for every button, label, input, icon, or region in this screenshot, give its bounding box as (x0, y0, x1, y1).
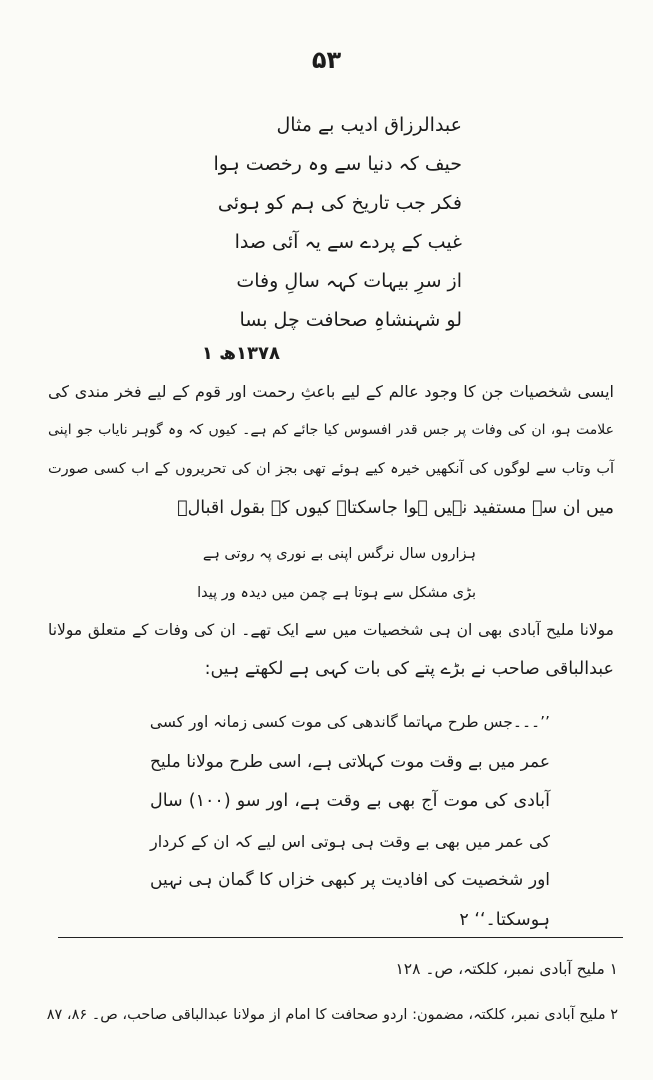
iqbal-couplet (196, 535, 476, 613)
chronogram-verse (200, 106, 462, 340)
footnote: ۱ ملیح آبادی نمبر، کلکتہ، ص۔ ۱۲۸ (395, 960, 618, 978)
text-line: مولانا ملیح آبادی بھی ان ہی شخصیات میں سے ایک تھے۔ ان کی وفات کے متعلق مولانا (48, 621, 614, 639)
text-line: میں ان سے مستفید نہیں ہوا جاسکتا۔ کیوں کہ بقول اقبالؔ (177, 498, 614, 518)
text-line: آب وتاب سے لوگوں کی آنکھیں خیرہ کیے ہوئے تھی بجز ان کی تحریروں کے اب کسی صورت (48, 461, 614, 477)
verse-line: ہزاروں سال نرگس اپنی بے نوری پہ روتی ہے (202, 546, 476, 562)
block-quote (150, 703, 550, 940)
quote-line: اور شخصیت کی افادیت پر کبھی خزاں کا گمان ہی نہیں (150, 870, 550, 890)
text-line: علامت ہو، ان کی وفات پر جس قدر افسوس کیا جائے کم ہے۔ کیوں کہ وہ گوہر نایاب جو اپنی (48, 422, 614, 438)
verse-line: حیف کہ دنیا سے وہ رخصت ہوا (213, 153, 462, 175)
verse-line: عبدالرزاق ادیب بے مثال (276, 114, 462, 136)
verse-line: از سرِ بیہات کہہ سالِ وفات (236, 270, 462, 292)
paragraph-1 (48, 372, 614, 528)
page-number: ۵۳ (311, 46, 342, 74)
quote-line: کی عمر میں بھی بے وقت ہی ہوتی اس لیے کہ ان کے کردار (150, 831, 550, 851)
hijri-year: ۱۳۷۸ھ ۱ (201, 343, 280, 364)
quote-line: عمر میں بے وقت موت کہلاتی ہے، اسی طرح مولانا ملیح (149, 751, 550, 772)
verse-line: فکر جب تاریخ کی ہم کو ہوئی (217, 192, 462, 214)
verse-line: غیب کے پردے سے یہ آئی صدا (234, 231, 462, 253)
quote-line: ہوسکتا۔‘‘ ۲ (459, 909, 550, 930)
footnote: ۲ ملیح آبادی نمبر، کلکتہ، مضمون: اردو صحافت کا امام از مولانا عبدالباقی صاحب، ص۔ ۸۶، ۸۷ (46, 1007, 618, 1023)
text-line: عبدالباقی صاحب نے بڑے پتے کی بات کہی ہے لکھتے ہیں: (204, 659, 614, 679)
verse-line: بڑی مشکل سے ہوتا ہے چمن میں دیدہ ور پیدا (197, 585, 476, 601)
quote-line: ’’۔۔۔جس طرح مہاتما گاندھی کی موت کسی زمانہ اور کسی (149, 713, 550, 731)
footnotes (48, 946, 618, 1038)
quote-line: آبادی کی موت آج بھی بے وقت ہے، اور سو (۱۰۰) سال (150, 791, 551, 811)
paragraph-2 (48, 611, 614, 689)
text-line: ایسی شخصیات جن کا وجود عالم کے لیے باعثِ رحمت اور قوم کے لیے فخر مندی کی (48, 382, 614, 401)
verse-line: لو شہنشاہِ صحافت چل بسا (239, 309, 462, 331)
footnote-divider (58, 937, 623, 938)
